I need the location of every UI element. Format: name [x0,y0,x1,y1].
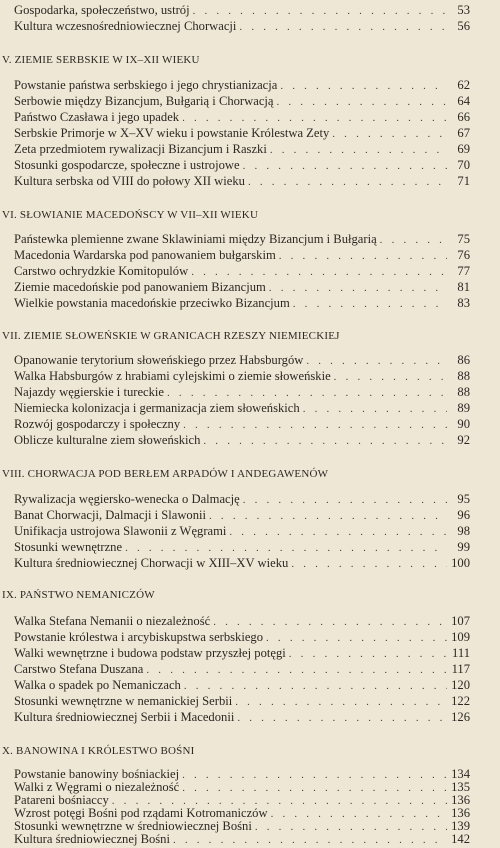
entry-title: Kultura średniowiecznej Chorwacji w XIII–XV wieku [14,556,289,570]
entry-title: Stosunki gospodarcze, społeczne i ustrojowe [14,158,240,172]
dot-leader [334,370,447,385]
entry-title: Oblicze kulturalne ziem słoweńskich [14,433,201,447]
entry-page-number: 98 [457,524,470,538]
entry-page-number: 62 [457,78,470,92]
toc-entry [14,78,470,93]
entry-title: Powstanie banowiny bośniackiej [14,767,180,781]
dot-leader [248,175,447,190]
dot-leader [266,631,447,646]
entry-page-number: 107 [451,614,470,628]
chapter-heading: VIII. CHORWACJA POD BERŁEM ARPADÓW I ANDEGAWENÓW [2,468,329,480]
dot-leader [203,434,447,449]
dot-leader [183,418,447,433]
dot-leader [182,111,447,126]
entry-page-number: 86 [457,353,470,367]
entry-title: Państewka plemienne zwane Sklawiniami między Bizancjum i Bułgarią [14,232,377,246]
entry-page-number: 134 [451,767,470,781]
dot-leader [306,354,447,369]
toc-entry [14,433,470,448]
chapter-heading: VI. SŁOWIANIE MACEDOŃSCY W VII–XII WIEKU [2,209,259,221]
toc-entry [14,126,470,141]
entry-title: Stosunki wewnętrzne w nemanickiej Serbii [14,694,233,708]
dot-leader [380,233,447,248]
dot-leader [125,541,447,556]
dot-leader [167,386,447,401]
dot-leader [291,557,447,572]
entry-title: Powstanie królestwa i arcybiskupstwa serbskiego [14,630,264,644]
dot-leader [293,297,447,312]
entry-title: Ziemie macedońskie pod panowaniem Bizancjum [14,280,266,294]
entry-title: Stosunki wewnętrzne w średniowiecznej Bośni [14,819,252,833]
toc-entry [14,94,470,109]
entry-page-number: 90 [457,417,470,431]
entry-page-number: 76 [457,248,470,262]
toc-entry [14,174,470,189]
dot-leader [289,647,447,662]
entry-page-number: 53 [457,3,470,17]
entry-page-number: 100 [451,556,470,570]
entry-title: Kultura serbska od VIII do połowy XII wieku [14,174,245,188]
toc-entry [14,832,470,847]
toc-entry [14,417,470,432]
entry-page-number: 111 [452,646,470,660]
dot-leader [303,402,447,417]
entry-title: Walki z Węgrami o niezależność [14,780,180,794]
toc-entry [14,353,470,368]
toc-entry [14,710,470,725]
toc-entry [14,614,470,629]
dot-leader [269,281,447,296]
entry-page-number: 139 [451,819,470,833]
entry-page-number: 99 [457,540,470,554]
toc-entry [14,662,470,677]
toc-entry [14,630,470,645]
entry-page-number: 71 [457,174,470,188]
toc-entry [14,158,470,173]
entry-title: Serbskie Primorje w X–XV wieku i powstanie Królestwa Zety [14,126,330,140]
entry-title: Kultura wczesnośredniowiecznej Chorwacji [14,19,237,33]
dot-leader [239,20,447,35]
toc-entry [14,646,470,661]
dot-leader [280,79,447,94]
toc-entry [14,508,470,523]
dot-leader [243,493,447,508]
entry-page-number: 136 [451,793,470,807]
chapter-heading: VII. ZIEMIE SŁOWEŃSKIE W GRANICACH RZESZY NIEMIECKIEJ [2,330,340,342]
entry-title: Carstwo ochrydzkie Komitopulów [14,264,189,278]
entry-page-number: 81 [457,280,470,294]
entry-title: Walka Stefana Nemanii o niezależność [14,614,211,628]
chapter-heading: X. BANOWINA I KRÓLESTWO BOŚNI [2,745,195,757]
entry-page-number: 67 [457,126,470,140]
toc-entry [14,556,470,571]
dot-leader [146,663,447,678]
dot-leader [229,525,447,540]
entry-page-number: 89 [457,401,470,415]
entry-page-number: 75 [457,232,470,246]
dot-leader [173,833,447,848]
entry-title: Patareni bośniaccy [14,793,109,807]
dot-leader [332,127,447,142]
entry-page-number: 117 [451,662,470,676]
toc-entry [14,110,470,125]
toc-entry [14,3,470,18]
entry-page-number: 69 [457,142,470,156]
toc-entry [14,296,470,311]
entry-title: Gospodarka, społeczeństwo, ustrój [14,3,190,17]
entry-title: Serbowie między Bizancjum, Bułgarią i Chorwacją [14,94,274,108]
entry-title: Powstanie państwa serbskiego i jego chrystianizacja [14,78,278,92]
entry-page-number: 92 [457,433,470,447]
entry-title: Walka Habsburgów z hrabiami cylejskimi o ziemie słoweńskie [14,369,331,383]
entry-page-number: 66 [457,110,470,124]
entry-title: Carstwo Stefana Duszana [14,662,144,676]
toc-entry [14,401,470,416]
entry-page-number: 96 [457,508,470,522]
entry-page-number: 126 [451,710,470,724]
toc-entry [14,678,470,693]
dot-leader [191,265,447,280]
toc-entry [14,280,470,295]
entry-title: Zeta przedmiotem rywalizacji Bizancjum i Raszki [14,142,267,156]
toc-entry [14,264,470,279]
entry-title: Walka o spadek po Nemaniczach [14,678,181,692]
dot-leader [279,249,447,264]
toc-entry [14,232,470,247]
entry-title: Kultura średniowiecznej Bośni [14,832,170,846]
toc-entry [14,524,470,539]
entry-title: Rywalizacja węgiersko-wenecka o Dalmację [14,492,240,506]
entry-title: Opanowanie terytorium słoweńskiego przez Habsburgów [14,353,304,367]
toc-entry [14,248,470,263]
entry-page-number: 88 [457,369,470,383]
toc-entry [14,369,470,384]
chapter-heading: IX. PAŃSTWO NEMANICZÓW [2,589,155,601]
entry-page-number: 122 [451,694,470,708]
chapter-heading: V. ZIEMIE SERBSKIE W IX–XII WIEKU [2,54,200,66]
entry-page-number: 95 [457,492,470,506]
toc-entry [14,142,470,157]
dot-leader [243,159,447,174]
entry-page-number: 77 [457,264,470,278]
dot-leader [209,509,447,524]
dot-leader [235,695,447,710]
toc-entry [14,19,470,34]
toc-entry [14,694,470,709]
entry-page-number: 109 [451,630,470,644]
entry-page-number: 64 [457,94,470,108]
dot-leader [184,679,447,694]
dot-leader [213,615,447,630]
entry-title: Unifikacja ustrojowa Slawonii z Węgrami [14,524,227,538]
entry-page-number: 142 [451,832,470,846]
entry-page-number: 70 [457,158,470,172]
entry-title: Walki wewnętrzne i budowa podstaw przyszłej potęgi [14,646,286,660]
entry-title: Banat Chorwacji, Dalmacji i Slawonii [14,508,207,522]
dot-leader [237,711,447,726]
toc-entry [14,540,470,555]
entry-page-number: 120 [451,678,470,692]
dot-leader [270,143,447,158]
dot-leader [193,4,447,19]
entry-page-number: 56 [457,19,470,33]
toc-entry [14,492,470,507]
entry-page-number: 136 [451,806,470,820]
dot-leader [277,95,448,110]
entry-title: Najazdy węgierskie i tureckie [14,385,165,399]
entry-title: Niemiecka kolonizacja i germanizacja ziem słoweńskich [14,401,300,415]
entry-title: Państwo Czasława i jego upadek [14,110,180,124]
entry-title: Macedonia Wardarska pod panowaniem bułgarskim [14,248,276,262]
entry-title: Wzrost potęgi Bośni pod rządami Kotromaniczów [14,806,268,820]
entry-title: Stosunki wewnętrzne [14,540,123,554]
entry-page-number: 83 [457,296,470,310]
entry-title: Rozwój gospodarczy i społeczny [14,417,181,431]
entry-title: Wielkie powstania macedońskie przeciwko Bizancjum [14,296,290,310]
toc-entry [14,385,470,400]
entry-page-number: 88 [457,385,470,399]
entry-page-number: 135 [451,780,470,794]
entry-title: Kultura średniowiecznej Serbii i Macedonii [14,710,235,724]
